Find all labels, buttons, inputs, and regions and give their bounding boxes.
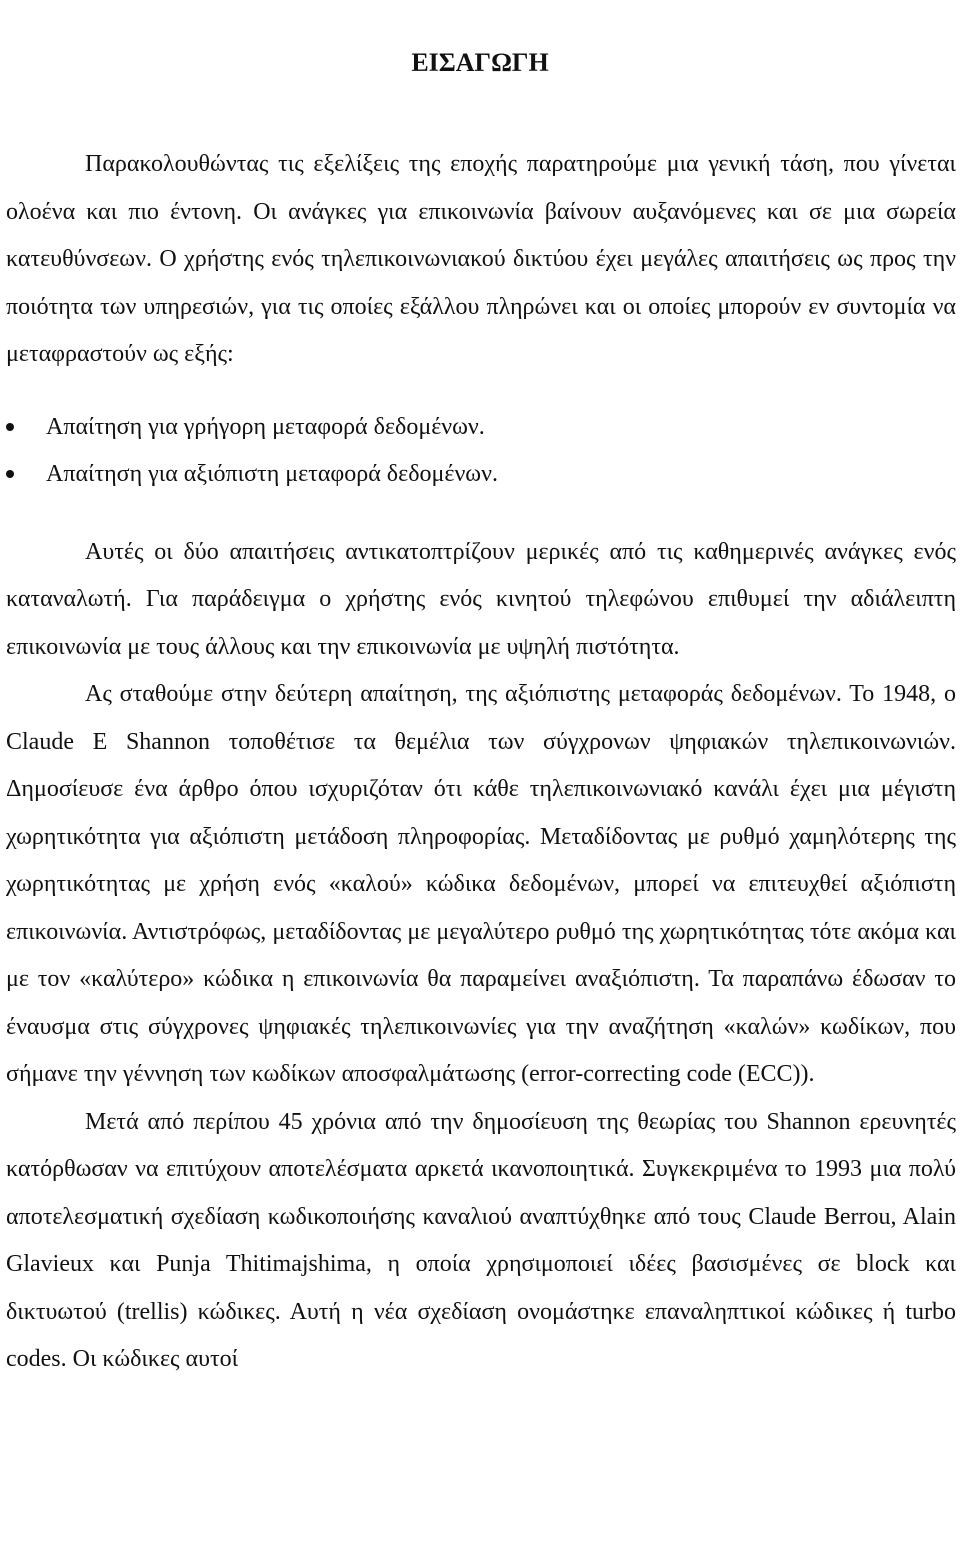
list-item-text: Απαίτηση για αξιόπιστη μεταφορά δεδομένων.	[46, 461, 498, 487]
list-item	[6, 404, 956, 452]
intro-paragraph: Παρακολουθώντας τις εξελίξεις της εποχής παρατηρούμε μια γενική τάση, που γίνεται ολοένα και πιο έντονη. Οι ανάγκες για επικοινωνία βαίνουν αυξανόμενες και σε μια σωρεία κατευθύνσεων. Ο χρήστης ενός τηλεπικοινωνιακού δικτύου έχει μεγάλες απαιτήσεις ως προς την ποιότητα των υπηρεσιών, για τις οποίες εξάλλου πληρώνει και οι οποίες μπορούν εν συντομία να μεταφραστούν ως εξής:	[6, 151, 956, 367]
list-item-text: Απαίτηση για γρήγορη μεταφορά δεδομένων.	[46, 413, 485, 440]
bullet-icon	[6, 423, 14, 431]
list-item	[6, 451, 956, 499]
paragraph-turbo-codes: Μετά από περίπου 45 χρόνια από την δημοσίευση της θεωρίας του Shannon ερευνητές κατόρθωσαν να επιτύχουν αποτελέσματα αρκετά ικανοποιητικά. Συγκεκριμένα το 1993 μια πολύ αποτελεσματική σχεδίαση κωδικοποιήσης καναλιού αναπτύχθηκε από τους Claude Berrou, Alain Glavieux και Punja Thitimajshima, η οποία χρησιμοποιεί ιδέες βασισμένες σε block και δικτυωτού (trellis) κώδικες. Αυτή η νέα σχεδίαση ονομάστηκε επαναληπτικοί κώδικες ή turbo codes. Οι κώδικες αυτοί	[6, 1108, 956, 1372]
document-body	[6, 141, 956, 1384]
page-title: ΕΙΣΑΓΩΓΗ	[411, 48, 549, 78]
paragraph-shannon: Ας σταθούμε στην δεύτερη απαίτηση, της αξιόπιστης μεταφοράς δεδομένων. Το 1948, ο Claude E Shannon τοποθέτισε τα θεμέλια των σύγχρονων ψηφιακών τηλεπικοινωνιών. Δημοσίευσε ένα άρθρο όπου ισχυριζόταν ότι κάθε τηλεπικοινωνιακό κανάλι έχει μια μέγιστη χωρητικότητα για αξιόπιστη μετάδοση πληροφορίας. Μεταδίδοντας με ρυθμό χαμηλότερης της χωρητικότητας με χρήση ενός «καλού» κώδικα δεδομένων, μπορεί να επιτευχθεί αξιόπιστη επικοινωνία. Αντιστρόφως, μεταδίδοντας με μεγαλύτερο ρυθμό της χωρητικότητας τότε ακόμα και με τον «καλύτερο» κώδικα η επικοινωνία θα παραμείνει αναξιόπιστη. Τα παραπάνω έδωσαν το έναυσμα στις σύγχρονες ψηφιακές τηλεπικοινωνίες για την αναζήτηση «καλών» κωδίκων, που σήμανε την γέννηση των κωδίκων αποσφαλμάτωσης (error-correcting code (ECC)).	[6, 681, 956, 1087]
bullet-icon	[6, 470, 14, 478]
requirements-list	[6, 404, 956, 499]
paragraph-consumer-needs: Αυτές οι δύο απαιτήσεις αντικατοπτρίζουν μερικές από τις καθημερινές ανάγκες ενός καταναλωτή. Για παράδειγμα ο χρήστης ενός κινητού τηλεφώνου επιθυμεί την αδιάλειπτη επικοινωνία με τους άλλους και την επικοινωνία με υψηλή πιστότητα.	[6, 538, 956, 660]
